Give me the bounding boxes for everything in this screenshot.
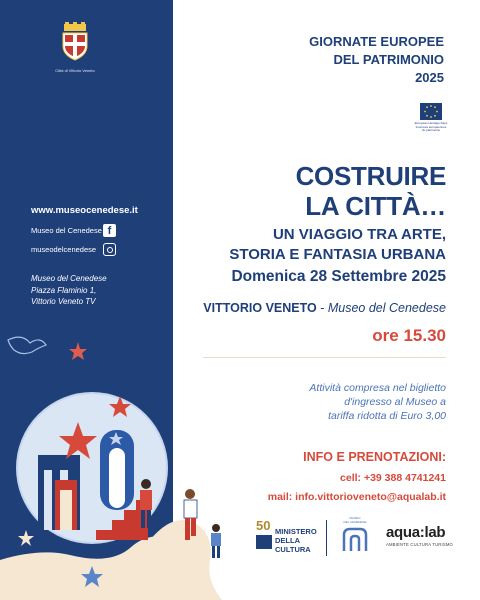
eu-logo-caption xyxy=(412,122,450,133)
event-series-line: 2025 xyxy=(415,70,444,85)
museo-del-cenedese-logo xyxy=(337,517,373,557)
event-series-line: DEL PATRIMONIO xyxy=(333,52,444,67)
museum-arch-icon xyxy=(342,527,368,553)
website-link[interactable]: www.museocenedese.it xyxy=(31,205,138,216)
event-city: VITTORIO VENETO xyxy=(203,301,317,315)
ticket-info xyxy=(309,381,446,423)
city-label: Città di Vittorio Veneto xyxy=(55,68,95,73)
phone-number[interactable]: cell: +39 388 4741241 xyxy=(340,472,446,484)
event-title-line: LA CITTÀ… xyxy=(305,191,446,221)
ministry-name xyxy=(275,527,317,554)
ticket-info-line: tariffa ridotta di Euro 3,00 xyxy=(328,410,446,422)
museum-caption-line: MUSEO xyxy=(349,516,361,520)
ticket-info-line: d'ingresso al Museo a xyxy=(344,396,446,408)
eu-caption-line: European Heritage Days xyxy=(414,121,448,125)
aqualab-logo xyxy=(386,524,466,547)
ministry-name-line: CULTURA xyxy=(275,545,311,554)
event-title xyxy=(296,161,446,221)
event-series-title xyxy=(309,33,444,87)
location-separator: - xyxy=(316,301,328,315)
event-subtitle-line: UN VIAGGIO TRA ARTE, xyxy=(272,226,446,243)
ministry-mark-icon xyxy=(256,535,272,549)
event-time: ore 15.30 xyxy=(372,326,446,345)
event-series-line: GIORNATE EUROPEE xyxy=(309,34,444,49)
ministry-name-line: MINISTERO xyxy=(275,527,317,536)
eu-caption-line: Journées européennes xyxy=(415,124,447,129)
ministry-of-culture-logo xyxy=(256,518,320,556)
event-venue: Museo del Cenedese xyxy=(327,301,446,315)
museum-caption-line: DEL CENEDESE xyxy=(343,519,367,524)
event-location xyxy=(203,301,446,315)
european-heritage-days-logo xyxy=(420,103,442,120)
ticket-info-line: Attività compresa nel biglietto xyxy=(309,382,446,394)
address-line: Museo del Cenedese xyxy=(31,274,107,283)
eu-caption-line: du patrimoine xyxy=(421,128,441,132)
ministry-anniversary-number: 50 xyxy=(256,518,271,533)
address-line: Piazza Flaminio 1, xyxy=(31,285,97,295)
event-subtitle-line: STORIA E FANTASIA URBANA xyxy=(229,246,446,263)
section-divider xyxy=(203,357,446,358)
facebook-label: Museo del Cenedese xyxy=(31,226,102,235)
event-title-line: COSTRUIRE xyxy=(295,161,446,191)
contacts-title: INFO E PRENOTAZIONI: xyxy=(303,450,446,464)
museum-logo-caption xyxy=(337,517,373,524)
event-subtitle xyxy=(229,225,446,265)
instagram-label: museodelcenedese xyxy=(31,245,97,254)
email-address[interactable]: mail: info.vittorioveneto@aqualab.it xyxy=(267,491,446,503)
event-date: Domenica 28 Settembre 2025 xyxy=(231,268,446,285)
facebook-icon: f xyxy=(103,224,116,237)
aqualab-name: aqua:lab xyxy=(386,524,446,541)
logo-separator xyxy=(326,520,327,556)
address-line: Vittorio Veneto TV xyxy=(31,297,96,306)
ministry-name-line: DELLA xyxy=(275,536,300,545)
aqualab-tagline: AMBIENTE CULTURA TURISMO xyxy=(386,542,453,547)
